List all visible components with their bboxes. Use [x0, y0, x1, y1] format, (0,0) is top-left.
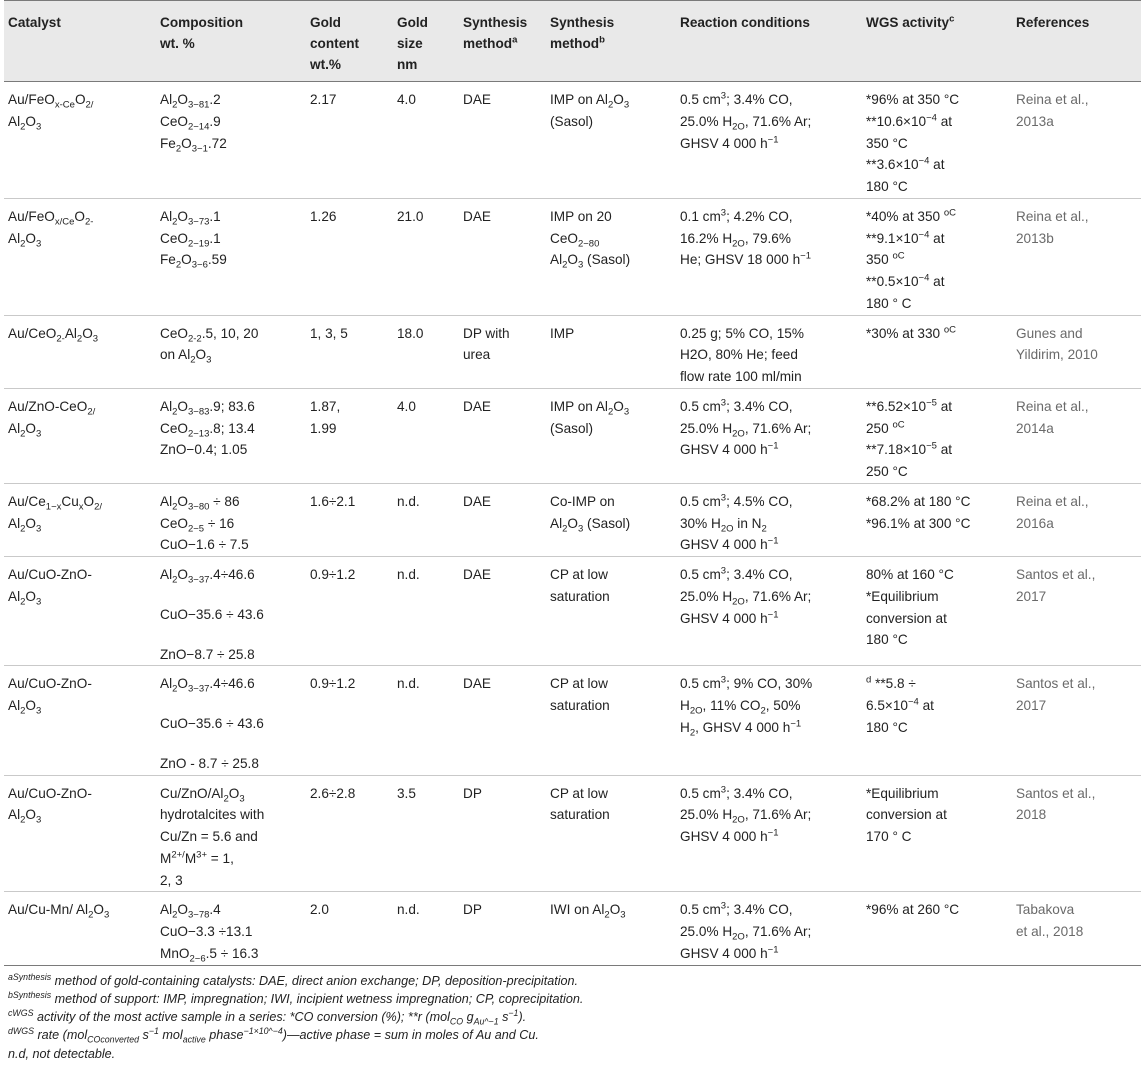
cell-reaction-conditions-line: 0.1 $cm^3$; 4.2% CO, — [680, 207, 793, 224]
cell-reaction-conditions — [676, 388, 862, 483]
cell-composition — [156, 483, 306, 556]
cell-composition-line: hydrotalcites with — [160, 807, 265, 823]
cell-reaction-conditions-line: GHSV 4 000 $h^{-1}$ — [680, 609, 779, 626]
cell-wgs-activity — [862, 388, 1012, 483]
cell-references-line: Reina et al., — [1016, 208, 1089, 224]
cell-gold-size — [393, 198, 459, 315]
header-reaction-conditions — [676, 1, 862, 82]
footnote: $^{aSynthesis}$ method of gold-containing catalysts: DAE, direct anion exchange; DP, deposition-precipitation. — [8, 971, 579, 988]
cell-catalyst-line: $Au/CeO_{2-}Al_2O_3$ — [8, 325, 99, 345]
header-gold-size-line: Gold — [397, 15, 428, 30]
cell-catalyst-line: $Au/Ce_{1-x}Cu_xO_{2/}$ — [8, 493, 103, 513]
cell-composition-line: CeO$_{2-14}$.9 — [160, 113, 221, 133]
cell-gold-size-line: 3.5 — [397, 785, 416, 801]
cell-synthesis-method-b-line: Co-IMP on — [550, 493, 615, 509]
cell-synthesis-method-b — [546, 557, 676, 666]
cell-wgs-activity-line: *40% at 350 $^{oC}$ — [866, 207, 957, 224]
header-catalyst — [4, 1, 156, 82]
cell-catalyst-line: $Au/FeO_{x/Ce}O_{2-}$ — [8, 208, 94, 228]
cell-synthesis-method-b-line: IMP on $Al_2O_3$ — [550, 92, 630, 111]
cell-synthesis-method-a-line: DP — [463, 902, 482, 918]
cell-composition-line: $Al_2O_{3-73}.1$ — [160, 208, 221, 228]
cell-synthesis-method-a-line: DAE — [463, 398, 491, 414]
footnote: n.d, not detectable. — [8, 1046, 116, 1061]
cell-reaction-conditions-line: 0.5 $cm^3$; 3.4% CO, — [680, 397, 793, 414]
cell-gold-content-line: 1.87, — [310, 398, 341, 414]
cell-gold-size — [393, 892, 459, 965]
cell-composition-line: ZnO - 8.7 ÷ 25.8 — [160, 755, 259, 771]
cell-composition-line — [160, 735, 302, 753]
cell-gold-content-line: 1.99 — [310, 420, 337, 436]
cell-references — [1012, 775, 1141, 892]
cell-synthesis-method-b-line: saturation — [550, 698, 610, 714]
cell-wgs-activity-line: $**7.18\times 10^{-5}$ at — [866, 440, 953, 458]
cell-composition-line: 2, 3 — [160, 872, 183, 888]
table-row — [4, 82, 1141, 199]
table-header — [4, 1, 1141, 82]
cell-reaction-conditions-line: 0.5 $cm^3$; 3.4% CO, — [680, 90, 793, 108]
cell-references-line: Tabakova — [1016, 902, 1075, 918]
cell-composition-line: CeO$_{2-19}$.1 — [160, 230, 221, 250]
cell-wgs-activity-line: *Equilibrium — [866, 588, 939, 604]
cell-catalyst — [4, 892, 156, 965]
cell-composition — [156, 315, 306, 388]
cell-references-line: Santos et al., — [1016, 567, 1096, 583]
header-references — [1012, 1, 1141, 82]
cell-gold-content — [306, 775, 393, 892]
cell-references-line: 2017 — [1016, 588, 1047, 604]
footnote: $^{dWGS}$ rate (mol$_{COconverted}$ $s^{-1}$ mol$_{active}$ phase$^{-1\times 10\^{}-4}$)—active phase = sum in moles of Au and Cu. — [8, 1026, 539, 1045]
cell-composition-line: on $Al_2O_3$ — [160, 347, 212, 367]
cell-synthesis-method-a-line: DAE — [463, 493, 491, 509]
cell-composition-line — [160, 695, 302, 713]
cell-composition-line: CeO$_{2-13}$.8; 13.4 — [160, 420, 255, 440]
header-references-line: References — [1016, 15, 1090, 30]
cell-wgs-activity-line: *30% at 330 $^{oC}$ — [866, 324, 957, 341]
cell-synthesis-method-a — [459, 388, 546, 483]
cell-composition-line: CuO−35.6 ÷ 43.6 — [160, 716, 264, 732]
cell-wgs-activity — [862, 775, 1012, 892]
header-synthesis-method-a — [459, 1, 546, 82]
cell-reaction-conditions-line: 25.0% $H_{2O}$, 71.6% Ar; — [680, 420, 812, 440]
cell-reaction-conditions-line: 16.2% $H_{2O}$, 79.6% — [680, 230, 791, 250]
cell-gold-size-line: 21.0 — [397, 208, 424, 224]
cell-wgs-activity — [862, 666, 1012, 775]
cell-catalyst — [4, 666, 156, 775]
header-row — [4, 1, 1141, 82]
cell-catalyst — [4, 388, 156, 483]
cell-wgs-activity-line: $**6.52\times 10^{-5}$ at — [866, 397, 953, 414]
cell-gold-content — [306, 315, 393, 388]
cell-synthesis-method-b-line: saturation — [550, 807, 610, 823]
header-synthesis-method-b-line: method$^b$ — [550, 34, 605, 52]
cell-gold-size-line: n.d. — [397, 493, 420, 509]
cell-composition-line — [160, 586, 302, 604]
cell-synthesis-method-b — [546, 892, 676, 965]
cell-wgs-activity-line: 180 °C — [866, 719, 908, 735]
cell-catalyst-line: $Al_2O_3$ — [8, 588, 42, 608]
cell-reaction-conditions-line: flow rate 100 ml/min — [680, 369, 802, 385]
cell-reaction-conditions-line: GHSV 4 000 $h^{-1}$ — [680, 134, 779, 151]
table-row — [4, 315, 1141, 388]
cell-composition-line: $Al_2O_{3-81}.2$ — [160, 92, 221, 111]
cell-synthesis-method-b-line: CeO$_{2-80}$ — [550, 230, 600, 250]
cell-synthesis-method-a — [459, 557, 546, 666]
cell-gold-content — [306, 388, 393, 483]
cell-catalyst-line: Au/Cu-Mn/ $Al_2O_3$ — [8, 902, 110, 922]
cell-gold-content-line: 1, 3, 5 — [310, 325, 348, 341]
cell-synthesis-method-b-line: IMP — [550, 325, 575, 341]
header-wgs-activity-line: WGS activity$^c$ — [866, 13, 955, 30]
cell-gold-size-line: 18.0 — [397, 325, 424, 341]
cell-wgs-activity-line: 80% at 160 °C — [866, 567, 954, 583]
header-gold-content-line: content — [310, 36, 360, 52]
cell-wgs-activity — [862, 198, 1012, 315]
cell-gold-size — [393, 775, 459, 892]
cell-references — [1012, 892, 1141, 965]
cell-composition — [156, 892, 306, 965]
cell-reaction-conditions-line: GHSV 4 000 $h^{-1}$ — [680, 440, 779, 458]
cell-catalyst-line: $Al_2O_3$ — [8, 420, 42, 440]
cell-references — [1012, 483, 1141, 556]
cell-catalyst — [4, 557, 156, 666]
cell-wgs-activity-line: $**0.5\times 10^{-4}$ at — [866, 272, 945, 290]
cell-synthesis-method-b — [546, 388, 676, 483]
header-catalyst-line: Catalyst — [8, 15, 61, 30]
cell-wgs-activity-line: $**9.1\times 10^{-4}$ at — [866, 229, 945, 246]
cell-references-line: 2016a — [1016, 515, 1054, 531]
cell-wgs-activity-line: $**3.6\times 10^{-4}$ at — [866, 155, 945, 173]
cell-catalyst-line: $Al_2O_3$ — [8, 113, 42, 133]
cell-composition-line: $Fe_2O_{3-1}.72$ — [160, 135, 227, 155]
cell-references-line: Reina et al., — [1016, 92, 1089, 108]
cell-composition-line: $M^{2+/}M^{3+} = 1$, — [160, 849, 234, 866]
header-gold-size-line: size — [397, 36, 423, 52]
cell-references-line: et al., 2018 — [1016, 924, 1084, 940]
cell-references-line: Gunes and — [1016, 325, 1083, 341]
cell-composition-line: $Al_2O_{3-37}.4\div 46.6$ — [160, 567, 255, 586]
cell-synthesis-method-a — [459, 483, 546, 556]
cell-synthesis-method-b-line: saturation — [550, 588, 610, 604]
cell-composition-line: $Al_2O_{3-80} \div 86$ — [160, 493, 240, 513]
cell-reaction-conditions-line: 0.5 $cm^3$; 3.4% CO, — [680, 784, 793, 801]
cell-references-line: Reina et al., — [1016, 493, 1089, 509]
cell-gold-size-line: n.d. — [397, 567, 420, 583]
cell-reaction-conditions-line: 30% $H_{2O}$ in $N_2$ — [680, 515, 767, 535]
cell-gold-content — [306, 483, 393, 556]
cell-wgs-activity-line: *96% at 350 °C — [866, 92, 960, 108]
header-gold-content-line: wt.% — [310, 57, 341, 73]
cell-synthesis-method-a — [459, 666, 546, 775]
cell-synthesis-method-a-line: DP with — [463, 325, 510, 341]
cell-composition-line: $Al_2O_{3-83}.9$; 83.6 — [160, 398, 255, 418]
cell-reaction-conditions-line: GHSV 4 000 $h^{-1}$ — [680, 944, 779, 961]
cell-references-line: 2018 — [1016, 807, 1047, 823]
cell-catalyst — [4, 82, 156, 199]
cell-reaction-conditions-line: 25.0% $H_{2O}$, 71.6% Ar; — [680, 924, 812, 943]
header-synthesis-method-b-line: Synthesis — [550, 15, 615, 30]
cell-synthesis-method-b — [546, 82, 676, 199]
cell-synthesis-method-a-line: DP — [463, 785, 482, 801]
cell-references-line: 2014a — [1016, 420, 1054, 436]
cell-composition — [156, 82, 306, 199]
cell-gold-content — [306, 82, 393, 199]
cell-reaction-conditions — [676, 775, 862, 892]
cell-wgs-activity-line: $^d$ **5.8 ÷ — [866, 674, 916, 692]
cell-gold-size — [393, 483, 459, 556]
cell-reaction-conditions-line: 0.25 g; 5% CO, 15% — [680, 325, 804, 341]
cell-composition — [156, 557, 306, 666]
cell-composition-line: $Al_2O_{3-37}.4\div 46.6$ — [160, 676, 255, 696]
cell-reaction-conditions — [676, 666, 862, 775]
cell-wgs-activity-line: 170 ° C — [866, 829, 912, 845]
cell-wgs-activity-line: $**10.6\times 10^{-4}$ at — [866, 112, 953, 129]
table-row — [4, 198, 1141, 315]
cell-gold-content-line: 2.0 — [310, 902, 329, 918]
header-reaction-conditions-line: Reaction conditions — [680, 15, 810, 30]
cell-gold-size — [393, 666, 459, 775]
cell-synthesis-method-b-line: IMP on $Al_2O_3$ — [550, 398, 630, 418]
cell-synthesis-method-b — [546, 198, 676, 315]
cell-reaction-conditions-line: 25.0% $H_{2O}$, 71.6% Ar; — [680, 588, 812, 608]
cell-gold-size-line: n.d. — [397, 676, 420, 692]
cell-synthesis-method-a — [459, 82, 546, 199]
cell-wgs-activity — [862, 557, 1012, 666]
footnote: $^{cWGS}$ activity of the most active sample in a series: *CO conversion (%); **r (mol$_{CO}$ $g_{Au\^{}-1}$ $s^{-1}$). — [8, 1008, 527, 1027]
cell-gold-content — [306, 557, 393, 666]
cell-wgs-activity — [862, 483, 1012, 556]
header-composition — [156, 1, 306, 82]
cell-composition-line: $Fe_2O_{3-6}.59$ — [160, 252, 227, 272]
cell-reaction-conditions — [676, 82, 862, 199]
cell-reaction-conditions-line: 25.0% $H_{2O}$, 71.6% Ar; — [680, 807, 812, 827]
table-body — [4, 82, 1141, 966]
header-synthesis-method-a-line: method$^a$ — [463, 34, 518, 52]
cell-references-line: Yildirim, 2010 — [1016, 347, 1098, 363]
cell-reaction-conditions — [676, 483, 862, 556]
cell-composition-line: $Al_2O_{3-78}.4$ — [160, 902, 221, 922]
cell-composition-line: ZnO−8.7 ÷ 25.8 — [160, 646, 255, 662]
cell-synthesis-method-a-line: DAE — [463, 676, 491, 692]
cell-catalyst-line: $Al_2O_3$ — [8, 230, 42, 250]
cell-catalyst-line: $Al_2O_3$ — [8, 698, 42, 717]
footnote: $^{bSynthesis}$ method of support: IMP, impregnation; IWI, incipient wetness impregnation; CP, coprecipitation. — [8, 989, 584, 1006]
cell-synthesis-method-a-line: DAE — [463, 208, 491, 224]
cell-wgs-activity-line: *96.1% at 300 °C — [866, 515, 971, 531]
cell-synthesis-method-a — [459, 775, 546, 892]
cell-catalyst-line: Au/CuO-ZnO- — [8, 785, 92, 801]
table-row — [4, 483, 1141, 556]
cell-gold-size-line: 4.0 — [397, 398, 416, 414]
cell-references — [1012, 315, 1141, 388]
cell-reaction-conditions-line: H2O, 80% He; feed — [680, 347, 798, 363]
table-row — [4, 557, 1141, 666]
cell-gold-size — [393, 388, 459, 483]
cell-wgs-activity-line: *96% at 260 °C — [866, 902, 960, 918]
cell-gold-content-line: 0.9÷1.2 — [310, 567, 356, 583]
cell-reaction-conditions-line: 0.5 $cm^3$; 3.4% CO, — [680, 565, 793, 583]
cell-reaction-conditions-line: He; GHSV 18 000 $h^{-1}$ — [680, 250, 812, 268]
cell-gold-content — [306, 198, 393, 315]
cell-reaction-conditions — [676, 557, 862, 666]
cell-reaction-conditions — [676, 198, 862, 315]
cell-wgs-activity-line: conversion at — [866, 610, 947, 626]
header-composition-line: wt. % — [160, 36, 195, 52]
cell-composition — [156, 775, 306, 892]
cell-composition-line: $Cu/ZnO/Al_2O_3$ — [160, 785, 245, 805]
cell-wgs-activity-line: 180 °C — [866, 632, 908, 648]
cell-composition-line: MnO$_{2-6}$.5 ÷ 16.3 — [160, 945, 259, 965]
cell-reaction-conditions-line: 0.5 $cm^3$; 4.5% CO, — [680, 492, 793, 509]
cell-reaction-conditions-line: GHSV 4 000 $h^{-1}$ — [680, 827, 779, 845]
cell-references — [1012, 82, 1141, 199]
cell-wgs-activity — [862, 82, 1012, 199]
cell-gold-content — [306, 666, 393, 775]
cell-wgs-activity — [862, 892, 1012, 965]
cell-wgs-activity-line: *Equilibrium — [866, 785, 939, 801]
cell-catalyst — [4, 315, 156, 388]
cell-gold-content-line: 1.6÷2.1 — [310, 493, 356, 509]
cell-synthesis-method-a — [459, 198, 546, 315]
cell-wgs-activity-line: 350 °C — [866, 135, 908, 151]
cell-synthesis-method-b-line: CP at low — [550, 676, 608, 692]
cell-gold-size — [393, 557, 459, 666]
cell-synthesis-method-a — [459, 892, 546, 965]
cell-gold-size-line: 4.0 — [397, 92, 416, 108]
cell-synthesis-method-a-line: DAE — [463, 92, 491, 108]
cell-synthesis-method-b — [546, 483, 676, 556]
cell-composition — [156, 388, 306, 483]
catalyst-table — [4, 0, 1141, 966]
cell-composition-line — [160, 626, 302, 644]
cell-synthesis-method-b-line: $Al_2O_3$ (Sasol) — [550, 252, 631, 272]
cell-synthesis-method-b-line: IMP on 20 — [550, 208, 612, 224]
cell-composition-line: CeO$_{2-2}$.5, 10, 20 — [160, 325, 259, 345]
cell-synthesis-method-b-line: (Sasol) — [550, 420, 594, 436]
cell-references-line: 2013a — [1016, 113, 1054, 129]
cell-references — [1012, 666, 1141, 775]
cell-composition-line: CuO−1.6 ÷ 7.5 — [160, 537, 249, 553]
cell-gold-size-line: n.d. — [397, 902, 420, 918]
cell-catalyst-line: $Al_2O_3$ — [8, 807, 42, 827]
cell-catalyst-line: $Au/FeO_{x-Ce}O_{2/}$ — [8, 92, 94, 111]
cell-composition-line: CuO−3.3 ÷13.1 — [160, 924, 253, 940]
cell-references-line: Santos et al., — [1016, 785, 1096, 801]
cell-reaction-conditions — [676, 892, 862, 965]
cell-composition-line: CuO−35.6 ÷ 43.6 — [160, 606, 264, 622]
cell-synthesis-method-b — [546, 666, 676, 775]
cell-wgs-activity-line: 250 $^{oC}$ — [866, 419, 905, 436]
cell-references — [1012, 388, 1141, 483]
cell-wgs-activity-line: *68.2% at 180 °C — [866, 493, 971, 509]
cell-reaction-conditions — [676, 315, 862, 388]
header-gold-content-line: Gold — [310, 15, 341, 30]
cell-wgs-activity-line: 250 °C — [866, 464, 908, 480]
cell-wgs-activity — [862, 315, 1012, 388]
cell-references-line: Santos et al., — [1016, 676, 1096, 692]
cell-reaction-conditions-line: 25.0% $H_{2O}$, 71.6% Ar; — [680, 113, 812, 133]
cell-references-line: Reina et al., — [1016, 398, 1089, 414]
cell-reaction-conditions-line: $H_2$, GHSV 4 000 $h^{-1}$ — [680, 718, 802, 739]
cell-wgs-activity-line: conversion at — [866, 807, 947, 823]
cell-gold-content-line: 2.17 — [310, 92, 337, 108]
cell-gold-content-line: 2.6÷2.8 — [310, 785, 356, 801]
cell-synthesis-method-b-line: IWI on $Al_2O_3$ — [550, 902, 626, 922]
cell-reaction-conditions-line: GHSV 4 000 $h^{-1}$ — [680, 535, 779, 553]
cell-synthesis-method-b-line: CP at low — [550, 567, 608, 583]
table-row — [4, 775, 1141, 892]
cell-gold-content — [306, 892, 393, 965]
cell-composition-line: ZnO−0.4; 1.05 — [160, 442, 248, 458]
header-gold-size — [393, 1, 459, 82]
cell-references-line: 2013b — [1016, 230, 1054, 246]
header-synthesis-method-b — [546, 1, 676, 82]
cell-catalyst-line: $Al_2O_3$ — [8, 515, 42, 535]
cell-catalyst — [4, 483, 156, 556]
cell-references-line: 2017 — [1016, 698, 1047, 714]
cell-wgs-activity-line: 180 ° C — [866, 295, 912, 311]
table-row — [4, 666, 1141, 775]
cell-composition — [156, 666, 306, 775]
cell-catalyst — [4, 198, 156, 315]
cell-reaction-conditions-line: $H_{2O}$, 11% $CO_2$, 50% — [680, 698, 801, 717]
header-synthesis-method-a-line: Synthesis — [463, 15, 528, 30]
cell-gold-content-line: 0.9÷1.2 — [310, 676, 356, 692]
table-footnotes — [4, 972, 1141, 1063]
cell-catalyst-line: Au/ZnO-CeO$_{2/}$ — [8, 398, 96, 418]
cell-synthesis-method-b — [546, 315, 676, 388]
cell-synthesis-method-b — [546, 775, 676, 892]
cell-composition-line: CeO$_{2-5}$ ÷ 16 — [160, 515, 235, 535]
cell-gold-content-line: 1.26 — [310, 208, 337, 224]
cell-synthesis-method-b-line: CP at low — [550, 785, 608, 801]
cell-wgs-activity-line: $6.5\times 10^{-4}$ at — [866, 696, 934, 714]
cell-synthesis-method-b-line: (Sasol) — [550, 113, 594, 129]
cell-gold-size — [393, 82, 459, 199]
cell-gold-size — [393, 315, 459, 388]
cell-synthesis-method-a-line: urea — [463, 347, 491, 363]
cell-composition-line: Cu/Zn = 5.6 and — [160, 829, 258, 845]
cell-synthesis-method-b-line: $Al_2O_3$ (Sasol) — [550, 515, 631, 535]
header-gold-content — [306, 1, 393, 82]
header-wgs-activity — [862, 1, 1012, 82]
cell-catalyst — [4, 775, 156, 892]
header-composition-line: Composition — [160, 15, 244, 30]
cell-reaction-conditions-line: 0.5 $cm^3$; 3.4% CO, — [680, 900, 793, 918]
cell-wgs-activity-line: 350 $^{oC}$ — [866, 250, 905, 268]
cell-catalyst-line: Au/CuO-ZnO- — [8, 567, 92, 583]
cell-references — [1012, 198, 1141, 315]
cell-catalyst-line: Au/CuO-ZnO- — [8, 676, 92, 692]
cell-synthesis-method-a-line: DAE — [463, 567, 491, 583]
cell-synthesis-method-a — [459, 315, 546, 388]
table-row — [4, 892, 1141, 965]
cell-references — [1012, 557, 1141, 666]
header-gold-size-line: nm — [397, 57, 418, 73]
cell-reaction-conditions-line: 0.5 $cm^3$; 9% CO, 30% — [680, 674, 813, 692]
cell-wgs-activity-line: 180 °C — [866, 179, 908, 195]
cell-composition — [156, 198, 306, 315]
table-row — [4, 388, 1141, 483]
